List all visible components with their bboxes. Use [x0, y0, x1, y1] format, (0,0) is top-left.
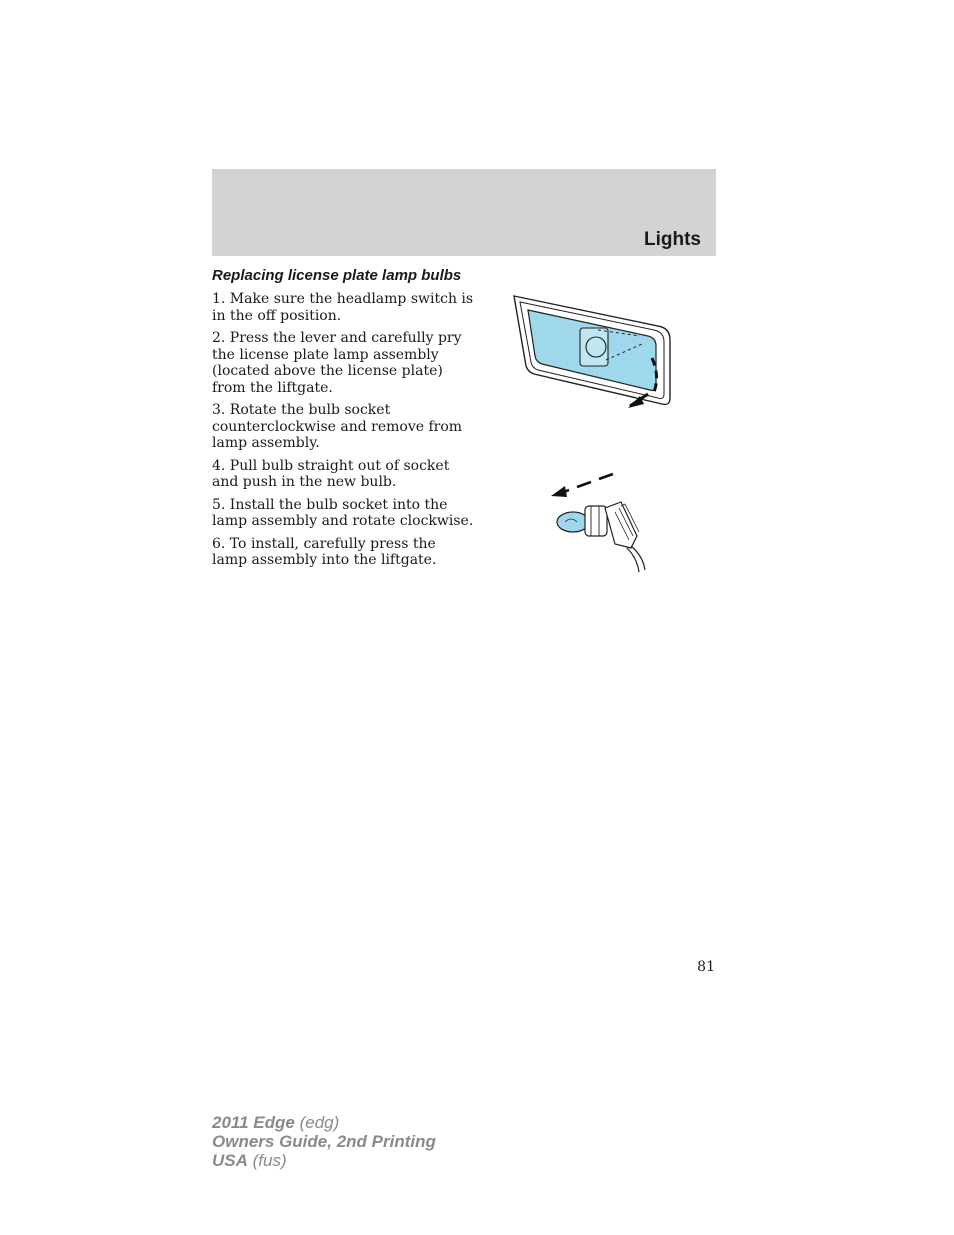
instruction-steps [212, 291, 474, 575]
step-4: 4. Pull bulb straight out of socket and push in the new bulb. [212, 457, 450, 490]
page-number: 81 [697, 959, 715, 975]
bulb-socket-illustration-icon [545, 466, 655, 572]
document-footer [212, 1113, 436, 1170]
footer-market: USA [212, 1151, 248, 1170]
footer-guide: Owners Guide, 2nd Printing [212, 1132, 436, 1151]
section-title: Lights [644, 229, 701, 250]
footer-market-code: (fus) [252, 1151, 287, 1170]
step-1: 1. Make sure the headlamp switch is in the off position. [212, 291, 474, 324]
step-2: 2. Press the lever and carefully pry the license plate lamp assembly (located above the license plate) from the liftgate. [212, 330, 462, 396]
step-6: 6. To install, carefully press the lamp assembly into the liftgate. [212, 535, 437, 568]
step-5: 5. Install the bulb socket into the lamp assembly and rotate clockwise. [212, 496, 474, 529]
footer-line-3 [212, 1151, 436, 1170]
step-3: 3. Rotate the bulb socket counterclockwise and remove from lamp assembly. [212, 402, 463, 451]
section-header-band [212, 169, 716, 256]
footer-model-code: (edg) [299, 1113, 340, 1132]
section-heading: Replacing license plate lamp bulbs [212, 267, 462, 284]
footer-line-1 [212, 1113, 436, 1132]
lamp-assembly-illustration-icon [508, 290, 676, 412]
footer-line-2 [212, 1132, 436, 1151]
footer-model: 2011 Edge [212, 1113, 295, 1132]
